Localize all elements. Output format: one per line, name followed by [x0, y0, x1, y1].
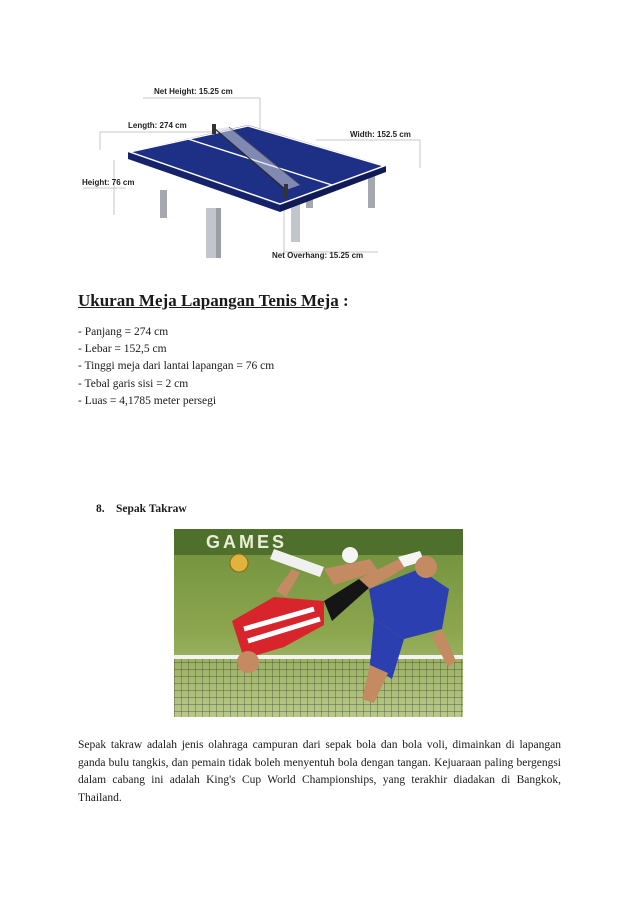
label-width: Width: 152.5 cm	[350, 130, 411, 139]
spec-item-height: - Tinggi meja dari lantai lapangan = 76 cm	[78, 360, 275, 373]
sepak-takraw-photo	[174, 529, 463, 717]
label-height: Height: 76 cm	[82, 178, 135, 187]
net	[174, 657, 463, 717]
label-net-overhang: Net Overhang: 15.25 cm	[272, 251, 364, 260]
heading-suffix: :	[338, 291, 349, 310]
table-tennis-diagram	[78, 80, 440, 265]
banner-text: GAMES	[206, 532, 288, 552]
section-name: Sepak Takraw	[116, 503, 187, 515]
section-number: 8.	[96, 503, 105, 515]
photo-illustration	[174, 529, 463, 717]
table-illustration	[78, 80, 440, 265]
spec-item-area: - Luas = 4,1785 meter persegi	[78, 394, 217, 407]
label-length: Length: 274 cm	[128, 121, 187, 130]
spec-item-length: - Panjang = 274 cm	[78, 326, 169, 338]
section-title	[96, 503, 187, 515]
spec-list	[78, 324, 274, 410]
label-net-height: Net Height: 15.25 cm	[154, 87, 233, 96]
takraw-ball	[230, 554, 248, 572]
section-heading	[78, 291, 349, 311]
description-paragraph: Sepak takraw adalah jenis olahraga campuran dari sepak bola dan bola voli, dimainkan di lapangan ganda bulu tangkis, dan pemain tidak boleh menyentuh bola dengan tangan. Kejuaraan paling bergengsi dalam cabang ini adalah King's Cup World Championships, yang terakhir diadakan di Bangkok, Thailand.	[78, 739, 561, 804]
spec-item-line: - Tebal garis sisi = 2 cm	[78, 377, 189, 390]
heading-title: Ukuran Meja Lapangan Tenis Meja	[78, 291, 339, 310]
spec-item-width: - Lebar = 152,5 cm	[78, 343, 167, 356]
